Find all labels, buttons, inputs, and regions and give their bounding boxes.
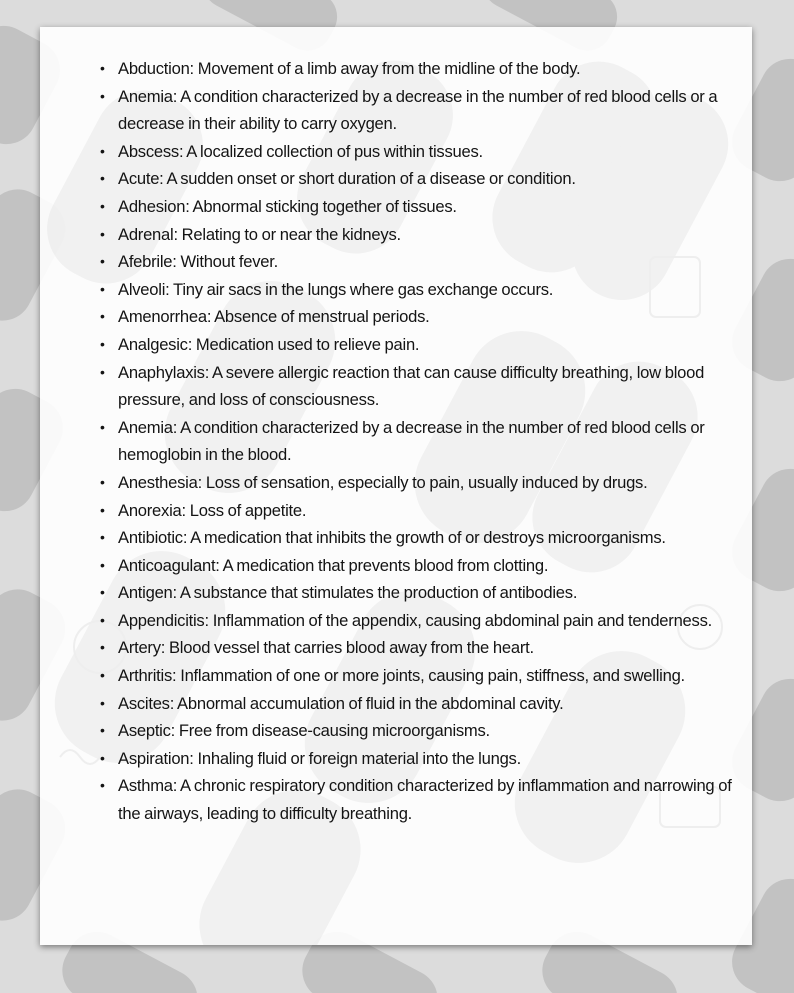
bullet-icon: • xyxy=(100,225,105,242)
bullet-icon: • xyxy=(100,418,105,435)
glossary-list xyxy=(98,55,738,828)
bullet-icon: • xyxy=(100,694,105,711)
glossary-entry xyxy=(98,772,738,827)
glossary-entry xyxy=(98,579,738,607)
glossary-entry xyxy=(98,745,738,773)
bullet-icon: • xyxy=(100,308,105,325)
glossary-entry-text: Arthritis: Inflammation of one or more joints, causing pain, stiffness, and swelling. xyxy=(118,666,685,686)
glossary-entry xyxy=(98,83,738,138)
bullet-icon: • xyxy=(100,667,105,684)
bullet-icon: • xyxy=(100,197,105,214)
glossary-entry-text: Anaphylaxis: A severe allergic reaction that can cause difficulty breathing, low blood pressure, and loss of consciousness. xyxy=(118,362,705,410)
glossary-entry-text: Anemia: A condition characterized by a decrease in the number of red blood cells or hemoglobin in the blood. xyxy=(118,417,705,465)
glossary-entry-text: Afebrile: Without fever. xyxy=(118,252,278,272)
bullet-icon: • xyxy=(100,60,105,76)
bullet-icon: • xyxy=(100,87,105,104)
glossary-entry-text: Aspiration: Inhaling fluid or foreign material into the lungs. xyxy=(118,748,521,768)
glossary-entry-text: Anemia: A condition characterized by a decrease in the number of red blood cells or a decrease in their ability to carry oxygen. xyxy=(118,86,718,134)
bullet-icon: • xyxy=(100,473,105,490)
glossary-entry xyxy=(98,717,738,745)
bullet-icon: • xyxy=(100,335,105,352)
glossary-entry xyxy=(98,524,738,552)
glossary-entry xyxy=(98,331,738,359)
glossary-entry-text: Alveoli: Tiny air sacs in the lungs where gas exchange occurs. xyxy=(118,279,554,299)
glossary-entry xyxy=(98,221,738,249)
bullet-icon: • xyxy=(100,529,105,546)
glossary-entry-text: Asthma: A chronic respiratory condition characterized by inflammation and narrowing of the airways, leading to difficulty breathing. xyxy=(118,776,732,824)
bullet-icon: • xyxy=(100,142,105,159)
glossary-entry xyxy=(98,165,738,193)
glossary-entry-text: Aseptic: Free from disease-causing microorganisms. xyxy=(118,721,490,741)
bullet-icon: • xyxy=(100,363,105,380)
bullet-icon: • xyxy=(100,584,105,601)
bullet-icon: • xyxy=(100,722,105,739)
glossary-entry-text: Artery: Blood vessel that carries blood away from the heart. xyxy=(118,638,534,658)
glossary-sheet xyxy=(40,27,752,945)
glossary-entry-text: Acute: A sudden onset or short duration of a disease or condition. xyxy=(118,169,576,189)
glossary-entry xyxy=(98,138,738,166)
bullet-icon: • xyxy=(100,639,105,656)
glossary-entry-text: Anorexia: Loss of appetite. xyxy=(118,500,307,520)
glossary-entry-text: Adrenal: Relating to or near the kidneys. xyxy=(118,224,401,244)
glossary-entry xyxy=(98,607,738,635)
glossary-entry xyxy=(98,55,738,83)
bullet-icon: • xyxy=(100,749,105,766)
bullet-icon: • xyxy=(100,253,105,270)
glossary-entry xyxy=(98,248,738,276)
glossary-entry xyxy=(98,469,738,497)
glossary-entry-text: Anesthesia: Loss of sensation, especially to pain, usually induced by drugs. xyxy=(118,472,648,492)
glossary-entry-text: Abscess: A localized collection of pus within tissues. xyxy=(118,141,483,161)
glossary-entry-text: Ascites: Abnormal accumulation of fluid in the abdominal cavity. xyxy=(118,693,564,713)
glossary-entry-text: Anticoagulant: A medication that prevents blood from clotting. xyxy=(118,555,549,575)
glossary-entry-text: Amenorrhea: Absence of menstrual periods. xyxy=(118,307,430,327)
glossary-entry xyxy=(98,634,738,662)
glossary-entry xyxy=(98,690,738,718)
bullet-icon: • xyxy=(100,777,105,794)
glossary-entry xyxy=(98,552,738,580)
glossary-entry-text: Antigen: A substance that stimulates the production of antibodies. xyxy=(118,583,578,603)
glossary-entry xyxy=(98,303,738,331)
bullet-icon: • xyxy=(100,556,105,573)
bullet-icon: • xyxy=(100,170,105,187)
glossary-entry-text: Antibiotic: A medication that inhibits the growth of or destroys microorganisms. xyxy=(118,528,666,548)
bullet-icon: • xyxy=(100,611,105,628)
glossary-entry-text: Abduction: Movement of a limb away from the midline of the body. xyxy=(118,59,581,78)
bullet-icon: • xyxy=(100,280,105,297)
glossary-entry-text: Appendicitis: Inflammation of the appendix, causing abdominal pain and tenderness. xyxy=(118,610,712,630)
glossary-entry xyxy=(98,662,738,690)
glossary-entry xyxy=(98,414,738,469)
glossary-entry-text: Adhesion: Abnormal sticking together of tissues. xyxy=(118,196,457,216)
glossary-entry xyxy=(98,276,738,304)
glossary-entry xyxy=(98,497,738,525)
glossary-entry-text: Analgesic: Medication used to relieve pain. xyxy=(118,334,420,354)
glossary-entry xyxy=(98,359,738,414)
glossary-entry xyxy=(98,193,738,221)
bullet-icon: • xyxy=(100,501,105,518)
